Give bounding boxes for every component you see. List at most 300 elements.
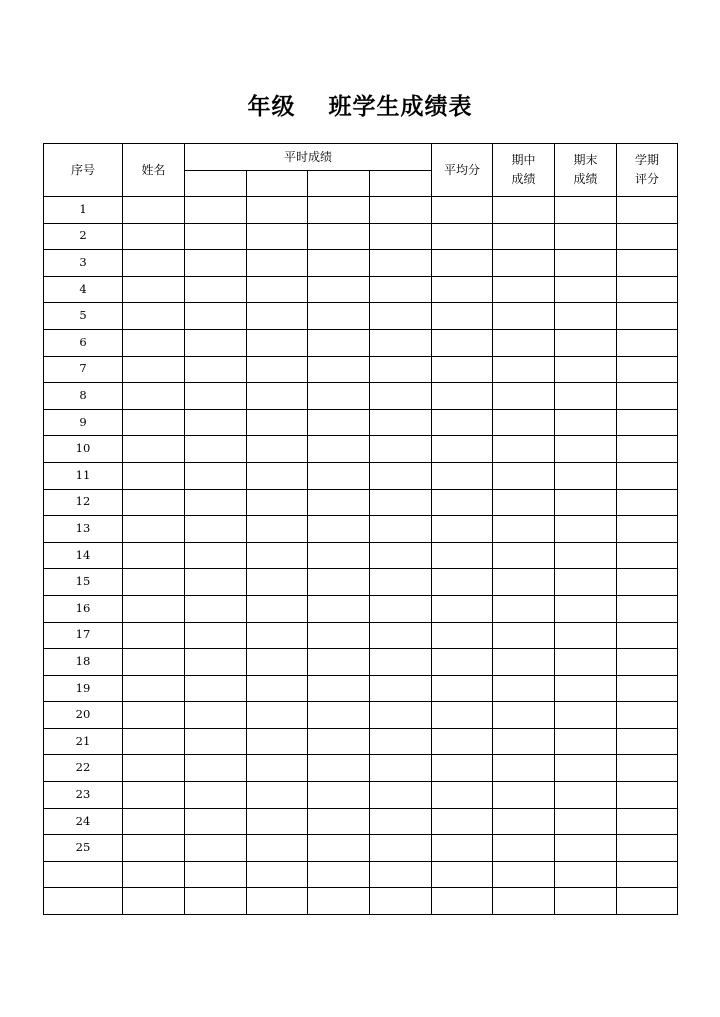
regular-score-cell-3[interactable] [308, 861, 370, 888]
midterm-cell[interactable] [493, 861, 555, 888]
row-number: 12 [44, 489, 123, 516]
final-cell[interactable] [555, 197, 617, 224]
term-rating-cell[interactable] [617, 383, 678, 410]
term-rating-cell[interactable] [617, 728, 678, 755]
table-row [44, 728, 678, 755]
table-row [44, 861, 678, 888]
term-rating-cell[interactable] [617, 516, 678, 543]
regular-score-cell-3[interactable] [308, 329, 370, 356]
table-row [44, 516, 678, 543]
final-cell[interactable] [555, 782, 617, 809]
midterm-cell[interactable] [493, 569, 555, 596]
term-rating-cell[interactable] [617, 489, 678, 516]
final-cell[interactable] [555, 702, 617, 729]
table-row [44, 542, 678, 569]
regular-score-cell-1[interactable] [185, 516, 247, 543]
regular-score-cell-2[interactable] [247, 755, 308, 782]
regular-score-cell-1[interactable] [185, 595, 247, 622]
regular-score-cell-4[interactable] [370, 888, 432, 915]
regular-score-cell-2[interactable] [247, 303, 308, 330]
regular-score-cell-1[interactable] [185, 303, 247, 330]
regular-score-cell-1[interactable] [185, 383, 247, 410]
row-number [44, 861, 123, 888]
regular-score-cell-1[interactable] [185, 702, 247, 729]
average-cell[interactable] [432, 356, 493, 383]
final-cell[interactable] [555, 888, 617, 915]
term-rating-cell[interactable] [617, 409, 678, 436]
regular-score-subcol-1[interactable] [185, 171, 247, 197]
table-row [44, 409, 678, 436]
regular-score-cell-4[interactable] [370, 675, 432, 702]
final-cell[interactable] [555, 728, 617, 755]
regular-score-cell-3[interactable] [308, 782, 370, 809]
term-rating-cell[interactable] [617, 356, 678, 383]
regular-score-cell-1[interactable] [185, 250, 247, 277]
midterm-cell[interactable] [493, 356, 555, 383]
regular-score-subcol-4[interactable] [370, 171, 432, 197]
term-rating-cell[interactable] [617, 755, 678, 782]
regular-score-cell-3[interactable] [308, 542, 370, 569]
term-rating-cell[interactable] [617, 808, 678, 835]
regular-score-cell-2[interactable] [247, 276, 308, 303]
final-cell[interactable] [555, 595, 617, 622]
average-cell[interactable] [432, 755, 493, 782]
name-cell[interactable] [123, 728, 185, 755]
regular-score-cell-1[interactable] [185, 755, 247, 782]
row-number: 10 [44, 436, 123, 463]
final-cell[interactable] [555, 755, 617, 782]
regular-score-cell-4[interactable] [370, 489, 432, 516]
average-cell[interactable] [432, 702, 493, 729]
name-cell[interactable] [123, 329, 185, 356]
term-rating-cell[interactable] [617, 835, 678, 862]
regular-score-subcol-2[interactable] [247, 171, 308, 197]
average-cell[interactable] [432, 728, 493, 755]
row-number: 16 [44, 595, 123, 622]
regular-score-cell-4[interactable] [370, 702, 432, 729]
midterm-cell[interactable] [493, 276, 555, 303]
header-final [555, 144, 617, 197]
regular-score-cell-2[interactable] [247, 569, 308, 596]
grade-table-body [44, 197, 678, 915]
name-cell[interactable] [123, 675, 185, 702]
header-midterm-line1: 期中 [511, 153, 536, 168]
regular-score-cell-4[interactable] [370, 223, 432, 250]
regular-score-cell-1[interactable] [185, 489, 247, 516]
regular-score-cell-2[interactable] [247, 329, 308, 356]
row-number: 22 [44, 755, 123, 782]
final-cell[interactable] [555, 303, 617, 330]
table-row [44, 250, 678, 277]
header-midterm-line2: 成绩 [511, 172, 536, 186]
table-row [44, 383, 678, 410]
regular-score-cell-4[interactable] [370, 755, 432, 782]
regular-score-cell-3[interactable] [308, 595, 370, 622]
final-cell[interactable] [555, 542, 617, 569]
row-number: 18 [44, 649, 123, 676]
term-rating-cell[interactable] [617, 197, 678, 224]
average-cell[interactable] [432, 409, 493, 436]
name-cell[interactable] [123, 888, 185, 915]
name-cell[interactable] [123, 649, 185, 676]
regular-score-cell-1[interactable] [185, 728, 247, 755]
midterm-cell[interactable] [493, 808, 555, 835]
term-rating-cell[interactable] [617, 329, 678, 356]
regular-score-cell-1[interactable] [185, 329, 247, 356]
table-row [44, 835, 678, 862]
regular-score-cell-3[interactable] [308, 622, 370, 649]
regular-score-cell-1[interactable] [185, 197, 247, 224]
regular-score-cell-2[interactable] [247, 861, 308, 888]
row-number: 3 [44, 250, 123, 277]
term-rating-cell[interactable] [617, 595, 678, 622]
regular-score-cell-3[interactable] [308, 675, 370, 702]
term-rating-cell[interactable] [617, 542, 678, 569]
regular-score-cell-2[interactable] [247, 197, 308, 224]
regular-score-cell-3[interactable] [308, 728, 370, 755]
average-cell[interactable] [432, 782, 493, 809]
final-cell[interactable] [555, 861, 617, 888]
table-row [44, 595, 678, 622]
midterm-cell[interactable] [493, 649, 555, 676]
midterm-cell[interactable] [493, 223, 555, 250]
row-number: 5 [44, 303, 123, 330]
midterm-cell[interactable] [493, 755, 555, 782]
average-cell[interactable] [432, 808, 493, 835]
regular-score-cell-4[interactable] [370, 516, 432, 543]
row-number: 2 [44, 223, 123, 250]
regular-score-cell-3[interactable] [308, 516, 370, 543]
midterm-cell[interactable] [493, 595, 555, 622]
regular-score-cell-2[interactable] [247, 489, 308, 516]
final-cell[interactable] [555, 622, 617, 649]
average-cell[interactable] [432, 276, 493, 303]
regular-score-cell-4[interactable] [370, 329, 432, 356]
regular-score-cell-2[interactable] [247, 383, 308, 410]
header-average: 平均分 [432, 144, 493, 197]
regular-score-cell-2[interactable] [247, 436, 308, 463]
term-rating-cell[interactable] [617, 649, 678, 676]
name-cell[interactable] [123, 462, 185, 489]
term-rating-cell[interactable] [617, 303, 678, 330]
average-cell[interactable] [432, 888, 493, 915]
regular-score-cell-3[interactable] [308, 383, 370, 410]
regular-score-cell-2[interactable] [247, 835, 308, 862]
regular-score-cell-2[interactable] [247, 356, 308, 383]
regular-score-cell-2[interactable] [247, 595, 308, 622]
regular-score-cell-2[interactable] [247, 223, 308, 250]
name-cell[interactable] [123, 542, 185, 569]
name-cell[interactable] [123, 755, 185, 782]
term-rating-cell[interactable] [617, 436, 678, 463]
average-cell[interactable] [432, 250, 493, 277]
regular-score-cell-4[interactable] [370, 649, 432, 676]
midterm-cell[interactable] [493, 888, 555, 915]
header-term-line1: 学期 [635, 153, 660, 168]
name-cell[interactable] [123, 250, 185, 277]
regular-score-cell-4[interactable] [370, 569, 432, 596]
row-number: 17 [44, 622, 123, 649]
regular-score-cell-3[interactable] [308, 649, 370, 676]
regular-score-cell-4[interactable] [370, 276, 432, 303]
header-term-rating [617, 144, 678, 197]
midterm-cell[interactable] [493, 436, 555, 463]
midterm-cell[interactable] [493, 197, 555, 224]
table-row [44, 622, 678, 649]
average-cell[interactable] [432, 329, 493, 356]
table-row [44, 489, 678, 516]
regular-score-cell-1[interactable] [185, 622, 247, 649]
term-rating-cell[interactable] [617, 861, 678, 888]
name-cell[interactable] [123, 702, 185, 729]
regular-score-cell-2[interactable] [247, 675, 308, 702]
regular-score-cell-3[interactable] [308, 888, 370, 915]
name-cell[interactable] [123, 356, 185, 383]
regular-score-cell-1[interactable] [185, 569, 247, 596]
table-row [44, 702, 678, 729]
name-cell[interactable] [123, 835, 185, 862]
regular-score-cell-1[interactable] [185, 409, 247, 436]
final-cell[interactable] [555, 675, 617, 702]
regular-score-cell-1[interactable] [185, 808, 247, 835]
regular-score-cell-3[interactable] [308, 303, 370, 330]
midterm-cell[interactable] [493, 782, 555, 809]
regular-score-cell-3[interactable] [308, 702, 370, 729]
name-cell[interactable] [123, 595, 185, 622]
name-cell[interactable] [123, 569, 185, 596]
header-seq: 序号 [44, 144, 123, 197]
name-cell[interactable] [123, 409, 185, 436]
regular-score-cell-4[interactable] [370, 303, 432, 330]
name-cell[interactable] [123, 436, 185, 463]
average-cell[interactable] [432, 197, 493, 224]
name-cell[interactable] [123, 383, 185, 410]
table-row [44, 808, 678, 835]
row-number: 6 [44, 329, 123, 356]
midterm-cell[interactable] [493, 728, 555, 755]
name-cell[interactable] [123, 223, 185, 250]
final-cell[interactable] [555, 409, 617, 436]
row-number: 20 [44, 702, 123, 729]
midterm-cell[interactable] [493, 702, 555, 729]
regular-score-cell-1[interactable] [185, 835, 247, 862]
average-cell[interactable] [432, 649, 493, 676]
regular-score-cell-4[interactable] [370, 622, 432, 649]
regular-score-cell-3[interactable] [308, 250, 370, 277]
midterm-cell[interactable] [493, 303, 555, 330]
table-row [44, 462, 678, 489]
final-cell[interactable] [555, 436, 617, 463]
regular-score-cell-2[interactable] [247, 702, 308, 729]
midterm-cell[interactable] [493, 250, 555, 277]
regular-score-cell-1[interactable] [185, 356, 247, 383]
final-cell[interactable] [555, 489, 617, 516]
regular-score-cell-3[interactable] [308, 755, 370, 782]
regular-score-cell-2[interactable] [247, 728, 308, 755]
row-number: 19 [44, 675, 123, 702]
midterm-cell[interactable] [493, 409, 555, 436]
midterm-cell[interactable] [493, 383, 555, 410]
regular-score-cell-3[interactable] [308, 835, 370, 862]
term-rating-cell[interactable] [617, 569, 678, 596]
table-row [44, 782, 678, 809]
average-cell[interactable] [432, 462, 493, 489]
final-cell[interactable] [555, 649, 617, 676]
term-rating-cell[interactable] [617, 223, 678, 250]
midterm-cell[interactable] [493, 835, 555, 862]
term-rating-cell[interactable] [617, 782, 678, 809]
regular-score-cell-1[interactable] [185, 649, 247, 676]
average-cell[interactable] [432, 569, 493, 596]
row-number: 23 [44, 782, 123, 809]
table-row [44, 329, 678, 356]
regular-score-cell-2[interactable] [247, 516, 308, 543]
regular-score-cell-1[interactable] [185, 276, 247, 303]
midterm-cell[interactable] [493, 622, 555, 649]
row-number: 13 [44, 516, 123, 543]
regular-score-cell-4[interactable] [370, 436, 432, 463]
row-number: 1 [44, 197, 123, 224]
midterm-cell[interactable] [493, 542, 555, 569]
regular-score-cell-4[interactable] [370, 542, 432, 569]
final-cell[interactable] [555, 276, 617, 303]
final-cell[interactable] [555, 835, 617, 862]
regular-score-cell-1[interactable] [185, 542, 247, 569]
table-row [44, 675, 678, 702]
regular-score-cell-1[interactable] [185, 462, 247, 489]
average-cell[interactable] [432, 383, 493, 410]
header-final-line2: 成绩 [573, 172, 598, 186]
table-row [44, 197, 678, 224]
term-rating-cell[interactable] [617, 622, 678, 649]
regular-score-cell-2[interactable] [247, 622, 308, 649]
regular-score-cell-4[interactable] [370, 356, 432, 383]
term-rating-cell[interactable] [617, 276, 678, 303]
header-midterm [493, 144, 555, 197]
regular-score-cell-2[interactable] [247, 409, 308, 436]
average-cell[interactable] [432, 861, 493, 888]
regular-score-cell-1[interactable] [185, 436, 247, 463]
final-cell[interactable] [555, 356, 617, 383]
midterm-cell[interactable] [493, 675, 555, 702]
regular-score-cell-4[interactable] [370, 409, 432, 436]
regular-score-cell-3[interactable] [308, 409, 370, 436]
regular-score-cell-3[interactable] [308, 489, 370, 516]
regular-score-cell-4[interactable] [370, 728, 432, 755]
name-cell[interactable] [123, 782, 185, 809]
midterm-cell[interactable] [493, 329, 555, 356]
final-cell[interactable] [555, 462, 617, 489]
name-cell[interactable] [123, 516, 185, 543]
row-number: 7 [44, 356, 123, 383]
regular-score-cell-4[interactable] [370, 595, 432, 622]
regular-score-cell-4[interactable] [370, 462, 432, 489]
name-cell[interactable] [123, 197, 185, 224]
average-cell[interactable] [432, 675, 493, 702]
regular-score-cell-3[interactable] [308, 808, 370, 835]
average-cell[interactable] [432, 303, 493, 330]
regular-score-cell-1[interactable] [185, 223, 247, 250]
regular-score-cell-3[interactable] [308, 462, 370, 489]
row-number [44, 888, 123, 915]
regular-score-cell-1[interactable] [185, 861, 247, 888]
regular-score-cell-4[interactable] [370, 835, 432, 862]
regular-score-cell-3[interactable] [308, 569, 370, 596]
final-cell[interactable] [555, 329, 617, 356]
regular-score-cell-2[interactable] [247, 782, 308, 809]
table-row [44, 569, 678, 596]
regular-score-subcol-3[interactable] [308, 171, 370, 197]
average-cell[interactable] [432, 516, 493, 543]
regular-score-cell-3[interactable] [308, 436, 370, 463]
regular-score-cell-4[interactable] [370, 250, 432, 277]
regular-score-cell-1[interactable] [185, 782, 247, 809]
term-rating-cell[interactable] [617, 250, 678, 277]
final-cell[interactable] [555, 808, 617, 835]
term-rating-cell[interactable] [617, 702, 678, 729]
table-row [44, 303, 678, 330]
regular-score-cell-2[interactable] [247, 808, 308, 835]
average-cell[interactable] [432, 622, 493, 649]
average-cell[interactable] [432, 835, 493, 862]
final-cell[interactable] [555, 223, 617, 250]
name-cell[interactable] [123, 622, 185, 649]
average-cell[interactable] [432, 436, 493, 463]
final-cell[interactable] [555, 569, 617, 596]
regular-score-cell-2[interactable] [247, 542, 308, 569]
regular-score-cell-4[interactable] [370, 861, 432, 888]
table-row [44, 356, 678, 383]
table-row [44, 755, 678, 782]
midterm-cell[interactable] [493, 516, 555, 543]
name-cell[interactable] [123, 489, 185, 516]
name-cell[interactable] [123, 861, 185, 888]
regular-score-cell-4[interactable] [370, 808, 432, 835]
header-regular-score: 平时成绩 [185, 144, 432, 171]
row-number: 25 [44, 835, 123, 862]
name-cell[interactable] [123, 276, 185, 303]
regular-score-cell-2[interactable] [247, 888, 308, 915]
midterm-cell[interactable] [493, 462, 555, 489]
regular-score-cell-3[interactable] [308, 356, 370, 383]
regular-score-cell-1[interactable] [185, 888, 247, 915]
regular-score-cell-2[interactable] [247, 462, 308, 489]
regular-score-cell-4[interactable] [370, 782, 432, 809]
average-cell[interactable] [432, 223, 493, 250]
regular-score-cell-4[interactable] [370, 383, 432, 410]
regular-score-cell-4[interactable] [370, 197, 432, 224]
regular-score-cell-3[interactable] [308, 276, 370, 303]
regular-score-cell-3[interactable] [308, 197, 370, 224]
average-cell[interactable] [432, 489, 493, 516]
midterm-cell[interactable] [493, 489, 555, 516]
average-cell[interactable] [432, 595, 493, 622]
regular-score-cell-3[interactable] [308, 223, 370, 250]
final-cell[interactable] [555, 250, 617, 277]
final-cell[interactable] [555, 516, 617, 543]
header-name: 姓名 [123, 144, 185, 197]
final-cell[interactable] [555, 383, 617, 410]
term-rating-cell[interactable] [617, 462, 678, 489]
term-rating-cell[interactable] [617, 675, 678, 702]
name-cell[interactable] [123, 303, 185, 330]
regular-score-cell-2[interactable] [247, 649, 308, 676]
term-rating-cell[interactable] [617, 888, 678, 915]
regular-score-cell-1[interactable] [185, 675, 247, 702]
name-cell[interactable] [123, 808, 185, 835]
regular-score-cell-2[interactable] [247, 250, 308, 277]
average-cell[interactable] [432, 542, 493, 569]
